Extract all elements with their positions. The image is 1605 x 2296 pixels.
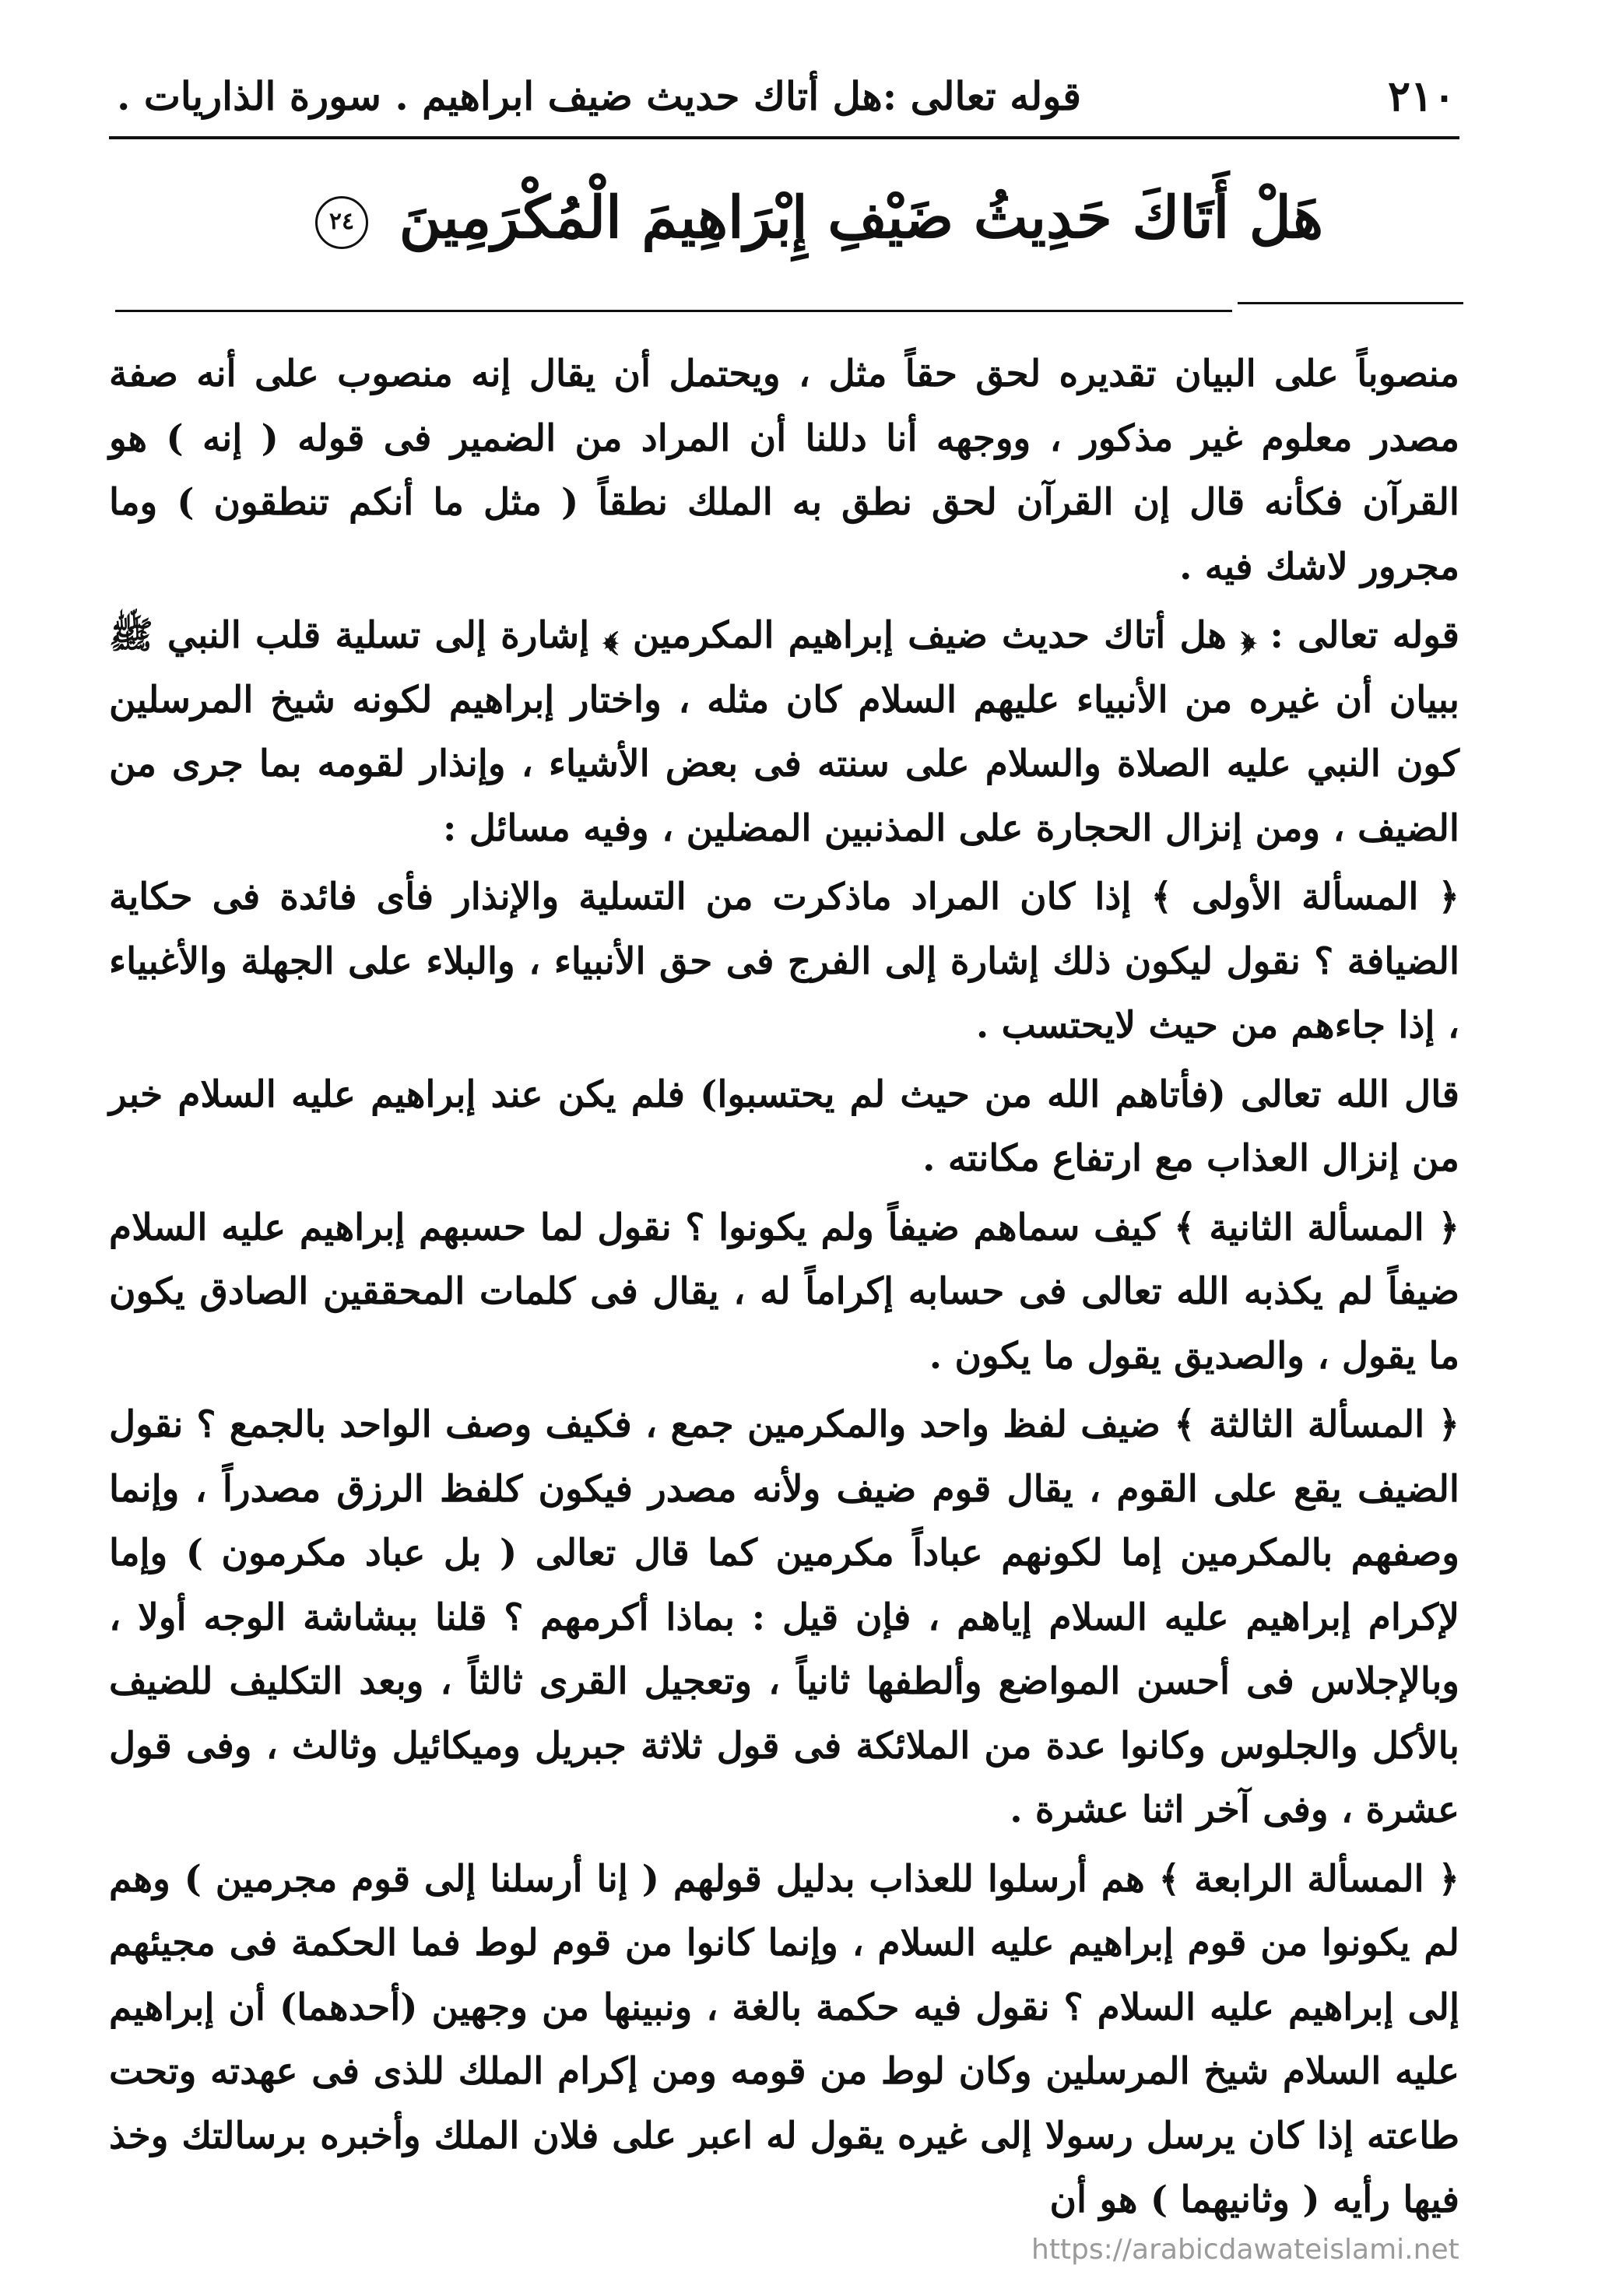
verse-divider-short bbox=[1238, 302, 1463, 304]
paragraph-7: ﴿ المسألة الرابعة ﴾ هم أرسلوا للعذاب بدليل قولهم ( إنا أرسلنا إلى قوم مجرمين ) وهم لم يكونوا من قوم إبراهيم عليه السلام ، وإنما كانوا من قوم لوط فما الحكمة فى مجيئهم إلى إبراهيم عليه السلام ؟ نقول فيه حكمة بالغة ، ونبينها من وجهين (أحدهما) أن إبراهيم عليه السلام شيخ المرسلين وكان لوط من قومه ومن إكرام الملك للذى فى عهدته وتحت طاعته إذا كان يرسل رسولا إلى غيره يقول له اعبر على فلان الملك وأخبره برسالتك وخذ فيها رأيه ( وثانيهما ) هو أن bbox=[109, 1857, 1459, 2221]
paragraph-3: ﴿ المسألة الأولى ﴾ إذا كان المراد ماذكرت من التسلية والإنذار فأى فائدة فى حكاية الضيافة ؟ نقول ليكون ذلك إشارة إلى الفرج فى حق الأنبياء ، والبلاء على الجهلة والأغبياء ، إذا جاءهم من حيث لايحتسب . bbox=[109, 876, 1459, 1047]
paragraph-2: قوله تعالى : ﴿ هل أتاك حديث ضيف إبراهيم المكرمين ﴾ إشارة إلى تسلية قلب النبي ﷺ ببيان أن غيره من الأنبياء عليهم السلام كان مثله ، واختار إبراهيم لكونه شيخ المرسلين كون النبي عليه الصلاة والسلام على سنته فى بعض الأشياء ، وإنذار لقومه بما جرى من الضيف ، ومن إنزال الحجارة على المذنبين المضلين ، وفيه مسائل : bbox=[109, 614, 1459, 850]
paragraph-5: ﴿ المسألة الثانية ﴾ كيف سماهم ضيفاً ولم يكونوا ؟ نقول لما حسبهم إبراهيم عليه السلام ضيفاً لم يكذبه الله تعالى فى حسابه إكراماً له ، يقال فى كلمات المحققين الصادق يكون ما يقول ، والصديق يقول ما يكون . bbox=[109, 1206, 1459, 1378]
page-header bbox=[117, 61, 1456, 131]
quran-verse bbox=[328, 167, 1323, 269]
page-number: ٢١٠ bbox=[1387, 71, 1456, 121]
paragraph-4: قال الله تعالى (فأتاهم الله من حيث لم يحتسبوا) فلم يكن عند إبراهيم عليه السلام خبر من إنزال العذاب مع ارتفاع مكانته . bbox=[109, 1073, 1459, 1180]
source-watermark: https://arabicdawateislami.net bbox=[1031, 2234, 1459, 2266]
verse-number-marker: ٢٤ bbox=[315, 196, 368, 249]
commentary-body bbox=[109, 342, 1459, 2221]
paragraph-1: منصوباً على البيان تقديره لحق حقاً مثل ، ويحتمل أن يقال إنه منصوب على أنه صفة مصدر معلوم غير مذكور ، ووجهه أنا دللنا أن المراد من الضمير فى قوله ( إنه ) هو القرآن فكأنه قال إن القرآن لحق نطق به الملك نطقاً ( مثل ما أنكم تنطقون ) وما مجرور لاشك فيه . bbox=[109, 353, 1459, 588]
running-title: قوله تعالى :هل أتاك حديث ضيف ابراهيم . سورة الذاريات . bbox=[117, 72, 1081, 119]
verse-divider-long bbox=[115, 310, 1232, 312]
verse-text: هَلْ أَتَاكَ حَدِيثُ ضَيْفِ إِبْرَاهِيمَ الْمُكْرَمِينَ bbox=[399, 184, 1323, 251]
paragraph-6: ﴿ المسألة الثالثة ﴾ ضيف لفظ واحد والمكرمين جمع ، فكيف وصف الواحد بالجمع ؟ نقول الضيف يقع على القوم ، يقال قوم ضيف ولأنه مصدر فيكون كلفظ الرزق مصدراً ، وإنما وصفهم بالمكرمين إما لكونهم عباداً مكرمين كما قال تعالى ( بل عباد مكرمون ) وإما لإكرام إبراهيم عليه السلام إياهم ، فإن قيل : بماذا أكرمهم ؟ قلنا ببشاشة الوجه أولا ، وبالإجلاس فى أحسن المواضع وألطفها ثانياً ، وتعجيل القرى ثالثاً ، وبعد التكليف للضيف بالأكل والجلوس وكانوا عدة من الملائكة فى قول ثلاثة جبريل وميكائيل وثالث ، وفى قول عشرة ، وفى آخر اثنا عشرة . bbox=[109, 1403, 1459, 1831]
header-divider bbox=[109, 136, 1459, 139]
